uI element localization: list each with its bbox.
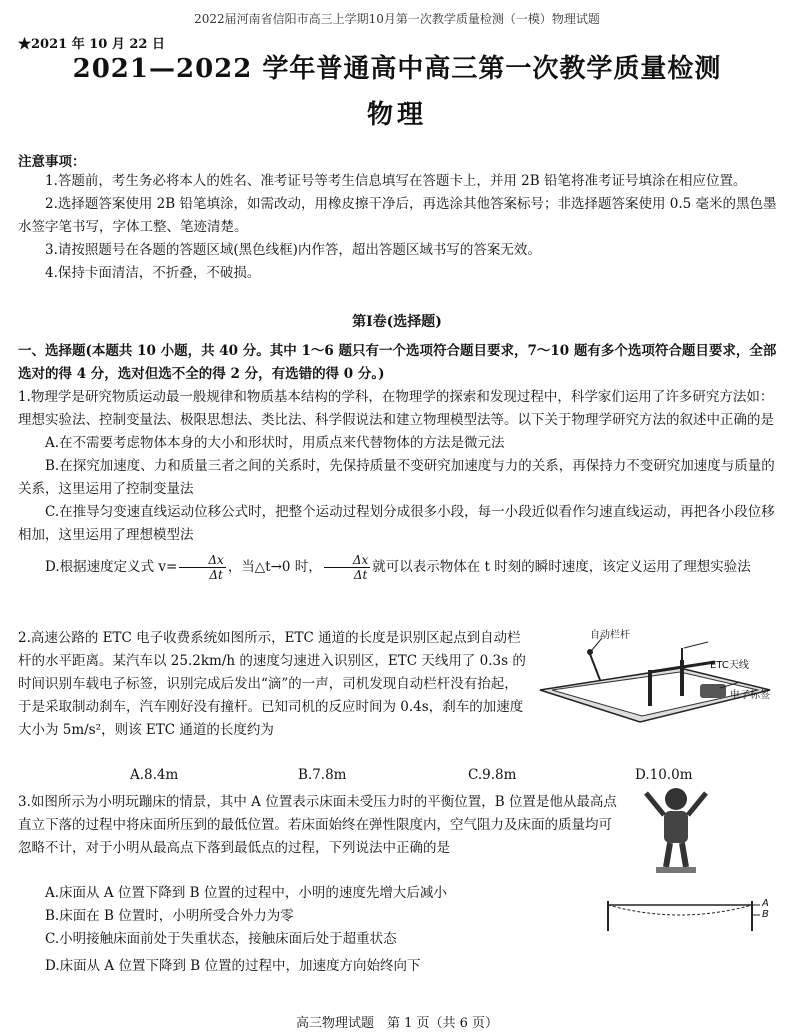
q3-option-a: A.床面从 A 位置下降到 B 位置的过程中，小明的速度先增大后减小 [45,885,447,901]
q1-d-pre: D.根据速度定义式 v= [45,559,178,575]
q1-option-d [18,553,778,582]
section-title: 第Ⅰ卷(选择题) [352,314,442,330]
part-intro: 一、选择题(本题共 10 小题，共 40 分。其中 1～6 题只有一个选项符合题目要求，7～10 题有多个选项符合题目要求，全部选对的得 4 分，选对但选不全的得 2 分，有选错的得 0 分。) [18,343,777,382]
q2-stem: 2.高速公路的 ETC 电子收费系统如图所示，ETC 通道的长度是识别区起点到自动栏杆的水平距离。某汽车以 25.2km/h 的速度匀速进入识别区，ETC 天线用了 0.3s 的时间识别车载电子标签，识别完成后发出“滴”的一声，司机发现自动栏杆没有抬起，于是采取制动刹车，汽车刚好没有撞杆。已知司机的反应时间为 0.4s，刹车的加速度大小为 5m/s²，则该 ETC 通道的长度约为 [18,630,526,738]
exam-title: 2021—2022 学年普通高中高三第一次教学质量检测 [72,54,722,84]
page-header: 2022届河南省信阳市高三上学期10月第一次教学质量检测（一模）物理试题 [194,12,600,26]
fraction-den: Δt [353,568,368,582]
q3-options [18,882,598,978]
figure-label: 自动栏杆 [590,630,630,641]
figure-label: B [762,909,769,920]
q2-option-c: C.9.8m [468,767,517,783]
q3-stem: 3.如图所示为小明玩蹦床的情景，其中 A 位置表示床面未受压力时的平衡位置，B 位置是他从最高点直立下落的过程中将床面所压到的最低位置。若床面始终在弹性限度内，空气阻力及床面的质量均可忽略不计，对于小明从最高点下落到最低点的过程，下列说法中正确的是 [18,794,617,856]
question-1 [18,386,778,582]
notice-item: 1.答题前，考生务必将本人的姓名、准考证号等考生信息填写在答题卡上，并用 2B 铅笔将准考证号填涂在相应位置。 [45,173,747,189]
figure-label: 电子标签 [730,690,770,701]
notice-list [18,170,778,285]
q1-option-b: B.在探究加速度、力和质量三者之间的关系时，先保持质量不变研究加速度与力的关系，再保持力不变研究加速度与质量的关系，这里运用了控制变量法 [18,458,775,497]
notice-title: 注意事项： [18,154,86,170]
trampoline-figure [600,895,780,935]
subject-title: 物理 [366,100,427,130]
q2-option-d: D.10.0m [635,767,693,783]
person-figure [636,785,716,875]
fraction-den: Δt [209,568,223,582]
notice-item: 2.选择题答案使用 2B 铅笔填涂，如需改动，用橡皮擦干净后，再选涂其他答案标号；非选择题答案使用 0.5 毫米的黑色墨水签字笔书写，字体工整、笔迹清楚。 [18,196,777,235]
q1-option-a: A.在不需要考虑物体本身的大小和形状时，用质点来代替物体的方法是微元法 [45,435,505,451]
exam-date: ★2021 年 10 月 22 日 [18,37,165,52]
figure-label: ETC天线 [710,660,749,671]
figure-label: A [762,898,769,909]
q2-option-b: B.7.8m [298,767,347,783]
etc-figure [530,630,780,740]
notice-item: 3.请按照题号在各题的答题区域(黑色线框)内作答，超出答题区域书写的答案无效。 [45,242,541,258]
q3-option-b: B.床面在 B 位置时，小明所受合外力为零 [45,908,294,924]
q1-stem: 1.物理学是研究物质运动最一般规律和物质基本结构的学科，在物理学的探索和发现过程中，科学家们运用了许多研究方法如：理想实验法、控制变量法、极限思想法、类比法、科学假说法和建立物理模型法等。以下关于物理学研究方法的叙述中正确的是 [18,389,774,428]
q1-d-mid: ，当△t→0 时， [227,559,322,575]
fraction [179,553,225,582]
q1-option-c: C.在推导匀变速直线运动位移公式时，把整个运动过程划分成很多小段，每一小段近似看作匀速直线运动，再把各小段位移相加，这里运用了理想模型法 [18,504,775,543]
fraction [324,553,370,582]
etc-diagram [530,630,780,740]
q3-option-c: C.小明接触床面前处于失重状态，接触床面后处于超重状态 [45,931,397,947]
q2-option-a: A.8.4m [130,767,179,783]
q3-option-d: D.床面从 A 位置下降到 B 位置的过程中，加速度方向始终向下 [45,958,421,974]
fraction-num: Δx [324,553,370,568]
q1-d-post: 就可以表示物体在 t 时刻的瞬时速度，该定义运用了理想实验法 [372,559,751,575]
fraction-num: Δx [179,553,225,568]
trampoline-icon [600,895,780,935]
person-icon [636,785,716,875]
page-footer: 高三物理试题 第 1 页（共 6 页） [295,1016,499,1031]
notice-item: 4.保持卡面清洁，不折叠，不破损。 [45,265,261,281]
